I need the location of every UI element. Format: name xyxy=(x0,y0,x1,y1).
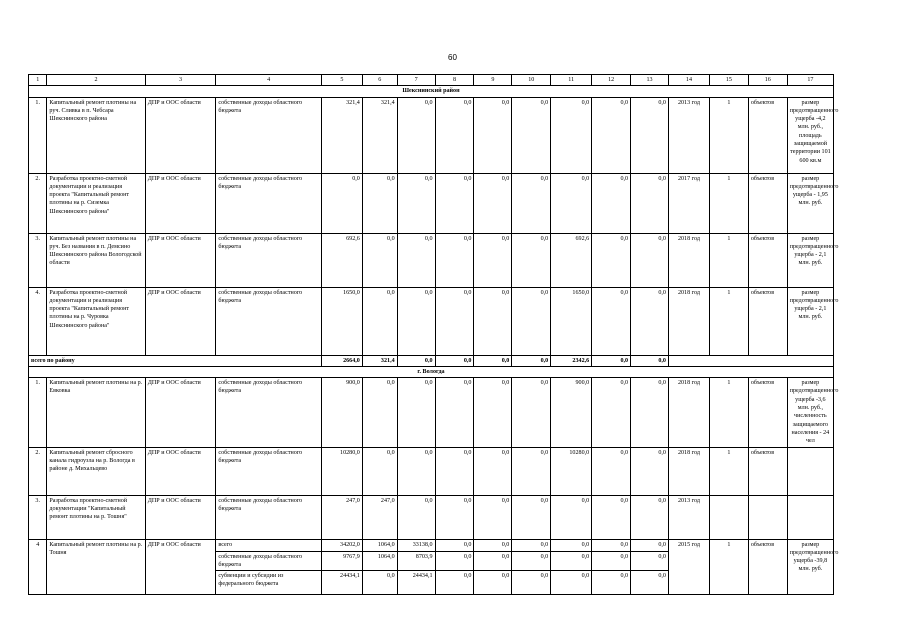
table-row xyxy=(29,233,834,287)
row-number: 3. xyxy=(29,233,47,287)
executor: ДПР и ООС области xyxy=(145,233,216,287)
column-number: 3 xyxy=(145,75,216,86)
quantity: 1 xyxy=(709,97,748,173)
funding-value: 0,0 xyxy=(474,447,512,495)
funding-source: субвенции и субсидии из федерального бюджета xyxy=(216,571,321,595)
total-value: 2664,0 xyxy=(321,355,362,366)
funding-value: 0,0 xyxy=(551,173,592,233)
total-value: 0,0 xyxy=(474,355,512,366)
funding-source: собственные доходы областного бюджета xyxy=(216,551,321,571)
table-row xyxy=(29,495,834,539)
column-number: 7 xyxy=(397,75,435,86)
funding-value: 24434,1 xyxy=(321,571,362,595)
quantity: 1 xyxy=(709,173,748,233)
funding-value: 0,0 xyxy=(474,97,512,173)
executor: ДПР и ООС области xyxy=(145,378,216,447)
row-number: 3. xyxy=(29,495,47,539)
event-name: Капитальный ремонт плотины на руч. Сливка в п. Чебсара Шекснинского района xyxy=(47,97,145,173)
funding-value: 0,0 xyxy=(321,173,362,233)
funding-value: 0,0 xyxy=(512,287,551,355)
funding-value: 0,0 xyxy=(631,173,669,233)
effect: размер предотвращенного ущерба -3,6 млн. руб., численность защищаемого населения - 24 чел xyxy=(787,378,833,447)
funding-value: 1650,0 xyxy=(321,287,362,355)
unit: объектов xyxy=(748,447,787,495)
funding-value: 24434,1 xyxy=(397,571,435,595)
funding-value: 0,0 xyxy=(631,551,669,571)
funding-value: 0,0 xyxy=(631,97,669,173)
table-row xyxy=(29,97,834,173)
row-number: 2. xyxy=(29,173,47,233)
funding-value: 0,0 xyxy=(435,378,474,447)
funding-value: 0,0 xyxy=(435,173,474,233)
quantity: 1 xyxy=(709,287,748,355)
row-number: 4. xyxy=(29,287,47,355)
effect: размер предотвращенного ущерба - 2,1 млн. руб. xyxy=(787,233,833,287)
quantity: 1 xyxy=(709,447,748,495)
funding-value: 0,0 xyxy=(631,287,669,355)
column-number: 9 xyxy=(474,75,512,86)
funding-value: 0,0 xyxy=(592,571,631,595)
year: 2017 год xyxy=(668,173,709,233)
event-name: Капитальный ремонт сбросного канала гидроузла на р. Вологда в районе д. Михальцево xyxy=(47,447,145,495)
funding-value: 0,0 xyxy=(512,233,551,287)
funding-value: 0,0 xyxy=(631,378,669,447)
column-number: 10 xyxy=(512,75,551,86)
funding-value: 0,0 xyxy=(592,551,631,571)
funding-value: 0,0 xyxy=(474,233,512,287)
effect: размер предотвращенного ущерба - 2,1 млн. руб. xyxy=(787,287,833,355)
funding-value: 0,0 xyxy=(397,173,435,233)
unit: объектов xyxy=(748,378,787,447)
section-title: Шекснинский район xyxy=(29,86,834,97)
funding-value: 0,0 xyxy=(397,378,435,447)
unit: объектов xyxy=(748,287,787,355)
funding-value: 0,0 xyxy=(512,495,551,539)
funding-value: 0,0 xyxy=(474,378,512,447)
funding-value: 0,0 xyxy=(362,447,397,495)
year: 2018 год xyxy=(668,447,709,495)
column-number: 1 xyxy=(29,75,47,86)
unit: объектов xyxy=(748,539,787,595)
executor: ДПР и ООС области xyxy=(145,97,216,173)
year: 2018 год xyxy=(668,233,709,287)
column-number: 5 xyxy=(321,75,362,86)
total-value: 321,4 xyxy=(362,355,397,366)
funding-value: 0,0 xyxy=(474,287,512,355)
quantity xyxy=(709,495,748,539)
total-value: 2342,6 xyxy=(551,355,592,366)
column-number: 2 xyxy=(47,75,145,86)
funding-value: 692,6 xyxy=(551,233,592,287)
section-title: г. Вологда xyxy=(29,366,834,377)
funding-value: 0,0 xyxy=(474,495,512,539)
event-name: Разработка проектно-сметной документации "Капитальный ремонт плотины на р. Тошня" xyxy=(47,495,145,539)
funding-value: 0,0 xyxy=(362,378,397,447)
funding-value: 0,0 xyxy=(397,97,435,173)
quantity: 1 xyxy=(709,539,748,595)
event-name: Разработка проектно-сметной документации и реализация проекта "Капитальный ремонт плотины на р. Сиземка Шекснинского района" xyxy=(47,173,145,233)
executor: ДПР и ООС области xyxy=(145,447,216,495)
program-table xyxy=(28,74,839,595)
unit: объектов xyxy=(748,97,787,173)
funding-value: 0,0 xyxy=(551,571,592,595)
funding-value: 0,0 xyxy=(592,233,631,287)
funding-value: 0,0 xyxy=(435,97,474,173)
funding-value: 247,0 xyxy=(321,495,362,539)
funding-value: 0,0 xyxy=(435,571,474,595)
funding-value: 0,0 xyxy=(512,173,551,233)
funding-value: 0,0 xyxy=(631,233,669,287)
table-row xyxy=(29,447,834,495)
funding-value: 0,0 xyxy=(474,571,512,595)
funding-value: 9767,9 xyxy=(321,551,362,571)
funding-value: 321,4 xyxy=(321,97,362,173)
funding-value: 0,0 xyxy=(435,233,474,287)
funding-value: 0,0 xyxy=(551,97,592,173)
executor: ДПР и ООС области xyxy=(145,173,216,233)
row-number: 1. xyxy=(29,97,47,173)
total-value: 0,0 xyxy=(512,355,551,366)
year: 2013 год xyxy=(668,495,709,539)
funding-value: 0,0 xyxy=(631,495,669,539)
funding-value: 0,0 xyxy=(512,539,551,551)
effect: размер предотвращенного ущерба - 1,95 млн. руб. xyxy=(787,173,833,233)
column-number: 12 xyxy=(592,75,631,86)
event-name: Капитальный ремонт плотины на р. Евковка xyxy=(47,378,145,447)
funding-value: 0,0 xyxy=(435,539,474,551)
funding-source: собственные доходы областного бюджета xyxy=(216,173,321,233)
column-number: 15 xyxy=(709,75,748,86)
funding-value: 900,0 xyxy=(321,378,362,447)
funding-value: 0,0 xyxy=(362,287,397,355)
funding-value: 0,0 xyxy=(397,287,435,355)
total-value: 0,0 xyxy=(435,355,474,366)
funding-value: 0,0 xyxy=(512,551,551,571)
event-name: Разработка проектно-сметной документации и реализация проекта "Капитальный ремонт плотины на р. Чуровка Шекснинского района" xyxy=(47,287,145,355)
empty-cell xyxy=(668,355,833,366)
funding-value: 34202,0 xyxy=(321,539,362,551)
funding-value: 8703,9 xyxy=(397,551,435,571)
total-value: 0,0 xyxy=(397,355,435,366)
total-value: 0,0 xyxy=(631,355,669,366)
section-header-row xyxy=(29,366,834,377)
quantity: 1 xyxy=(709,233,748,287)
funding-value: 0,0 xyxy=(474,551,512,571)
executor: ДПР и ООС области xyxy=(145,287,216,355)
total-row xyxy=(29,355,834,366)
row-number: 4 xyxy=(29,539,47,595)
funding-value: 247,0 xyxy=(362,495,397,539)
unit xyxy=(748,495,787,539)
funding-value: 321,4 xyxy=(362,97,397,173)
column-number: 6 xyxy=(362,75,397,86)
funding-value: 0,0 xyxy=(512,571,551,595)
page-number: 60 xyxy=(448,53,457,62)
table-row xyxy=(29,173,834,233)
funding-value: 0,0 xyxy=(362,571,397,595)
funding-value: 0,0 xyxy=(592,173,631,233)
column-number-row xyxy=(29,75,834,86)
effect: размер предотвращенного ущерба -39,8 млн. руб. xyxy=(787,539,833,595)
funding-value: 0,0 xyxy=(435,551,474,571)
total-value: 0,0 xyxy=(592,355,631,366)
column-number: 14 xyxy=(668,75,709,86)
funding-value: 0,0 xyxy=(435,447,474,495)
funding-value: 0,0 xyxy=(362,233,397,287)
funding-value: 0,0 xyxy=(435,495,474,539)
column-number: 17 xyxy=(787,75,833,86)
table-row xyxy=(29,539,834,551)
event-name: Капитальный ремонт плотины на р. Тошня xyxy=(47,539,145,595)
funding-value: 900,0 xyxy=(551,378,592,447)
total-label: всего по району xyxy=(29,355,322,366)
quantity: 1 xyxy=(709,378,748,447)
funding-value: 0,0 xyxy=(362,173,397,233)
funding-value: 0,0 xyxy=(592,539,631,551)
funding-value: 1064,0 xyxy=(362,551,397,571)
funding-value: 0,0 xyxy=(592,287,631,355)
column-number: 11 xyxy=(551,75,592,86)
row-number: 2. xyxy=(29,447,47,495)
unit: объектов xyxy=(748,173,787,233)
column-number: 4 xyxy=(216,75,321,86)
funding-value: 0,0 xyxy=(551,539,592,551)
funding-value: 0,0 xyxy=(474,539,512,551)
funding-value: 0,0 xyxy=(512,447,551,495)
year: 2013 год xyxy=(668,97,709,173)
funding-value: 0,0 xyxy=(474,173,512,233)
funding-value: 0,0 xyxy=(592,495,631,539)
table-row xyxy=(29,378,834,447)
unit: объектов xyxy=(748,233,787,287)
funding-value: 0,0 xyxy=(435,287,474,355)
funding-value: 0,0 xyxy=(512,378,551,447)
column-number: 8 xyxy=(435,75,474,86)
funding-value: 0,0 xyxy=(512,97,551,173)
section-header-row xyxy=(29,86,834,97)
executor: ДПР и ООС области xyxy=(145,539,216,595)
year: 2018 год xyxy=(668,378,709,447)
executor: ДПР и ООС области xyxy=(145,495,216,539)
effect xyxy=(787,495,833,539)
funding-value: 0,0 xyxy=(631,539,669,551)
row-number: 1. xyxy=(29,378,47,447)
funding-source: собственные доходы областного бюджета xyxy=(216,447,321,495)
funding-source: всего xyxy=(216,539,321,551)
funding-value: 0,0 xyxy=(631,447,669,495)
column-number: 16 xyxy=(748,75,787,86)
effect xyxy=(787,447,833,495)
event-name: Капитальный ремонт плотины на руч. Без названия в п. Демсино Шекснинского района Вологодской области xyxy=(47,233,145,287)
column-number: 13 xyxy=(631,75,669,86)
funding-value: 0,0 xyxy=(551,495,592,539)
funding-value: 692,6 xyxy=(321,233,362,287)
year: 2018 год xyxy=(668,287,709,355)
effect: размер предотвращенного ущерба -4,2 млн. руб., площадь защищаемой территории 101 600 кв.м xyxy=(787,97,833,173)
year: 2015 год xyxy=(668,539,709,595)
funding-value: 0,0 xyxy=(397,233,435,287)
funding-source: собственные доходы областного бюджета xyxy=(216,495,321,539)
funding-value: 10280,0 xyxy=(551,447,592,495)
funding-source: собственные доходы областного бюджета xyxy=(216,97,321,173)
table-row xyxy=(29,287,834,355)
funding-value: 1650,0 xyxy=(551,287,592,355)
funding-value: 0,0 xyxy=(592,97,631,173)
funding-source: собственные доходы областного бюджета xyxy=(216,287,321,355)
funding-source: собственные доходы областного бюджета xyxy=(216,378,321,447)
funding-value: 0,0 xyxy=(397,495,435,539)
funding-value: 0,0 xyxy=(397,447,435,495)
funding-value: 0,0 xyxy=(592,378,631,447)
funding-value: 0,0 xyxy=(592,447,631,495)
funding-value: 0,0 xyxy=(551,551,592,571)
funding-value: 1064,0 xyxy=(362,539,397,551)
funding-value: 33138,0 xyxy=(397,539,435,551)
funding-source: собственные доходы областного бюджета xyxy=(216,233,321,287)
funding-value: 0,0 xyxy=(631,571,669,595)
funding-value: 10280,0 xyxy=(321,447,362,495)
